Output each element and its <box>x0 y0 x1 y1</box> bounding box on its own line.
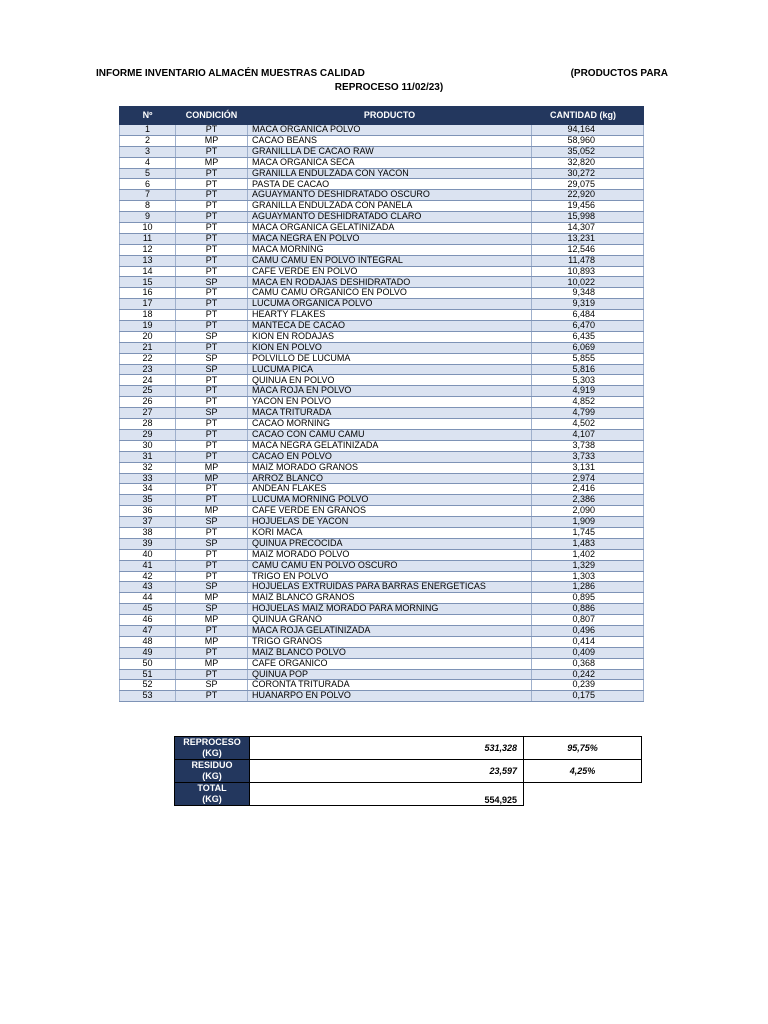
col-header-product: PRODUCTO <box>248 107 532 125</box>
row-condition: MP <box>176 473 248 484</box>
table-row <box>120 310 644 321</box>
table-row <box>120 658 644 669</box>
row-quantity: 3,131 <box>532 462 644 473</box>
table-row <box>120 331 644 342</box>
row-condition: PT <box>176 571 248 582</box>
table-row <box>120 560 644 571</box>
row-product: HUANARPO EN POLVO <box>248 691 532 702</box>
row-condition: MP <box>176 658 248 669</box>
row-number: 9 <box>120 212 176 223</box>
row-quantity: 0,175 <box>532 691 644 702</box>
row-quantity: 2,974 <box>532 473 644 484</box>
summary-row-residuo <box>175 760 642 783</box>
row-quantity: 12,546 <box>532 244 644 255</box>
table-row <box>120 375 644 386</box>
row-condition: PT <box>176 168 248 179</box>
summary-label-total-1: TOTAL <box>197 783 227 793</box>
row-condition: PT <box>176 190 248 201</box>
row-product: ANDEAN FLAKES <box>248 484 532 495</box>
table-row <box>120 462 644 473</box>
row-product: PASTA DE CACAO <box>248 179 532 190</box>
row-condition: PT <box>176 549 248 560</box>
table-row <box>120 397 644 408</box>
row-quantity: 1,745 <box>532 527 644 538</box>
row-product: QUINUA POP <box>248 669 532 680</box>
summary-label-residuo-2: (KG) <box>202 771 222 781</box>
row-quantity: 9,319 <box>532 299 644 310</box>
row-quantity: 22,920 <box>532 190 644 201</box>
row-number: 53 <box>120 691 176 702</box>
row-quantity: 1,329 <box>532 560 644 571</box>
row-quantity: 6,470 <box>532 321 644 332</box>
report-title <box>96 68 668 79</box>
row-product: LUCUMA ORGANICA POLVO <box>248 299 532 310</box>
row-product: MACA EN RODAJAS DESHIDRATADO <box>248 277 532 288</box>
row-number: 33 <box>120 473 176 484</box>
row-product: YACON EN POLVO <box>248 397 532 408</box>
row-number: 27 <box>120 408 176 419</box>
row-condition: PT <box>176 527 248 538</box>
row-condition: PT <box>176 310 248 321</box>
row-condition: SP <box>176 582 248 593</box>
row-number: 48 <box>120 636 176 647</box>
table-row <box>120 288 644 299</box>
row-number: 30 <box>120 440 176 451</box>
col-header-condition: CONDICIÓN <box>176 107 248 125</box>
row-number: 15 <box>120 277 176 288</box>
summary-value-residuo: 23,597 <box>250 760 524 783</box>
row-condition: PT <box>176 299 248 310</box>
row-number: 17 <box>120 299 176 310</box>
table-row <box>120 321 644 332</box>
row-quantity: 1,909 <box>532 517 644 528</box>
row-condition: PT <box>176 212 248 223</box>
row-condition: MP <box>176 636 248 647</box>
row-quantity: 13,231 <box>532 233 644 244</box>
row-condition: SP <box>176 680 248 691</box>
row-product: HOJUELAS DE YACON <box>248 517 532 528</box>
row-product: KION EN POLVO <box>248 342 532 353</box>
table-row <box>120 364 644 375</box>
row-condition: SP <box>176 353 248 364</box>
row-product: CAMU CAMU EN POLVO OSCURO <box>248 560 532 571</box>
table-row <box>120 615 644 626</box>
row-quantity: 2,386 <box>532 495 644 506</box>
table-row <box>120 299 644 310</box>
row-product: CAFE ORGANICO <box>248 658 532 669</box>
row-number: 21 <box>120 342 176 353</box>
row-product: CAFÉ VERDE EN POLVO <box>248 266 532 277</box>
row-condition: PT <box>176 321 248 332</box>
summary-label-total-2: (KG) <box>202 794 222 804</box>
row-condition: PT <box>176 495 248 506</box>
row-quantity: 29,075 <box>532 179 644 190</box>
row-number: 2 <box>120 135 176 146</box>
row-product: MAIZ MORADO GRANOS <box>248 462 532 473</box>
row-quantity: 11,478 <box>532 255 644 266</box>
row-condition: SP <box>176 331 248 342</box>
row-quantity: 0,886 <box>532 604 644 615</box>
row-quantity: 32,820 <box>532 157 644 168</box>
row-product: CAMU CAMU ORGANICO EN POLVO <box>248 288 532 299</box>
table-row <box>120 135 644 146</box>
row-number: 28 <box>120 419 176 430</box>
row-number: 25 <box>120 386 176 397</box>
table-row <box>120 582 644 593</box>
table-row <box>120 201 644 212</box>
table-row <box>120 408 644 419</box>
row-quantity: 5,816 <box>532 364 644 375</box>
row-product: MACA TRITURADA <box>248 408 532 419</box>
row-quantity: 0,368 <box>532 658 644 669</box>
inventory-table-body <box>120 125 644 702</box>
row-condition: MP <box>176 593 248 604</box>
row-condition: MP <box>176 135 248 146</box>
row-condition: PT <box>176 146 248 157</box>
row-quantity: 5,855 <box>532 353 644 364</box>
table-row <box>120 571 644 582</box>
table-row <box>120 419 644 430</box>
row-number: 23 <box>120 364 176 375</box>
row-quantity: 0,414 <box>532 636 644 647</box>
row-product: MACA NEGRA GELATINIZADA <box>248 440 532 451</box>
row-quantity: 19,456 <box>532 201 644 212</box>
table-row <box>120 549 644 560</box>
table-row <box>120 179 644 190</box>
row-condition: SP <box>176 277 248 288</box>
table-row <box>120 266 644 277</box>
row-number: 50 <box>120 658 176 669</box>
table-row <box>120 168 644 179</box>
summary-label-total <box>175 783 250 806</box>
row-condition: MP <box>176 157 248 168</box>
summary-empty-cell <box>524 783 642 806</box>
row-quantity: 6,484 <box>532 310 644 321</box>
table-row <box>120 386 644 397</box>
row-number: 52 <box>120 680 176 691</box>
table-row <box>120 146 644 157</box>
table-row <box>120 223 644 234</box>
report-title-right: (PRODUCTOS PARA <box>570 68 668 79</box>
row-number: 47 <box>120 625 176 636</box>
row-product: MACA ORGANICA POLVO <box>248 125 532 136</box>
row-number: 36 <box>120 506 176 517</box>
row-condition: PT <box>176 440 248 451</box>
row-condition: MP <box>176 506 248 517</box>
row-product: CORONTA TRITURADA <box>248 680 532 691</box>
row-condition: SP <box>176 517 248 528</box>
row-product: AGUAYMANTO DESHIDRATADO CLARO <box>248 212 532 223</box>
row-quantity: 4,502 <box>532 419 644 430</box>
row-product: TRIGO EN POLVO <box>248 571 532 582</box>
table-row <box>120 604 644 615</box>
table-row <box>120 625 644 636</box>
row-quantity: 10,022 <box>532 277 644 288</box>
summary-row-reproceso <box>175 737 642 760</box>
row-quantity: 1,483 <box>532 538 644 549</box>
row-product: GRANILLA ENDULZADA CON YACON <box>248 168 532 179</box>
row-product: MACA MORNING <box>248 244 532 255</box>
row-product: CACAO BEANS <box>248 135 532 146</box>
row-product: GRANILLA ENDULZADA CON PANELA <box>248 201 532 212</box>
row-product: CACAO MORNING <box>248 419 532 430</box>
row-number: 41 <box>120 560 176 571</box>
table-row <box>120 680 644 691</box>
row-number: 7 <box>120 190 176 201</box>
table-row <box>120 484 644 495</box>
table-row <box>120 342 644 353</box>
summary-label-reproceso-1: REPROCESO <box>183 737 241 747</box>
row-condition: MP <box>176 615 248 626</box>
table-row <box>120 473 644 484</box>
row-number: 40 <box>120 549 176 560</box>
row-product: KORI MACA <box>248 527 532 538</box>
row-product: HOJUELAS EXTRUIDAS PARA BARRAS ENERGETICAS <box>248 582 532 593</box>
row-number: 34 <box>120 484 176 495</box>
table-row <box>120 255 644 266</box>
row-number: 51 <box>120 669 176 680</box>
row-condition: PT <box>176 125 248 136</box>
row-number: 37 <box>120 517 176 528</box>
row-quantity: 3,733 <box>532 451 644 462</box>
table-row <box>120 212 644 223</box>
summary-row-total <box>175 783 642 806</box>
row-condition: PT <box>176 179 248 190</box>
col-header-number: Nº <box>120 107 176 125</box>
table-row <box>120 233 644 244</box>
summary-label-reproceso-2: (KG) <box>202 748 222 758</box>
row-number: 26 <box>120 397 176 408</box>
col-header-quantity: CANTIDAD (kg) <box>532 107 644 125</box>
row-product: ARROZ BLANCO <box>248 473 532 484</box>
table-row <box>120 647 644 658</box>
row-product: MACA ROJA EN POLVO <box>248 386 532 397</box>
row-product: LUCUMA PICA <box>248 364 532 375</box>
summary-label-residuo-1: RESIDUO <box>191 760 233 770</box>
summary-percent-residuo: 4,25% <box>524 760 642 783</box>
row-condition: PT <box>176 223 248 234</box>
table-row <box>120 451 644 462</box>
table-row <box>120 691 644 702</box>
row-condition: MP <box>176 462 248 473</box>
row-number: 16 <box>120 288 176 299</box>
row-quantity: 0,807 <box>532 615 644 626</box>
row-quantity: 9,348 <box>532 288 644 299</box>
table-row <box>120 495 644 506</box>
row-number: 13 <box>120 255 176 266</box>
row-quantity: 1,303 <box>532 571 644 582</box>
row-product: AGUAYMANTO DESHIDRATADO OSCURO <box>248 190 532 201</box>
row-product: GRANILLLA DE CACAO RAW <box>248 146 532 157</box>
table-row <box>120 157 644 168</box>
row-number: 20 <box>120 331 176 342</box>
row-number: 44 <box>120 593 176 604</box>
row-product: QUINUA EN POLVO <box>248 375 532 386</box>
row-quantity: 1,402 <box>532 549 644 560</box>
row-product: MACA ORGANICA SECA <box>248 157 532 168</box>
row-quantity: 0,242 <box>532 669 644 680</box>
row-condition: PT <box>176 560 248 571</box>
row-quantity: 2,416 <box>532 484 644 495</box>
row-quantity: 5,303 <box>532 375 644 386</box>
row-product: MANTECA DE CACAO <box>248 321 532 332</box>
row-number: 29 <box>120 429 176 440</box>
row-product: QUINUA GRANO <box>248 615 532 626</box>
row-condition: PT <box>176 342 248 353</box>
report-title-line2: REPROCESO 11/02/23) <box>334 82 444 93</box>
row-quantity: 4,107 <box>532 429 644 440</box>
row-product: MAIZ BLANCO GRANOS <box>248 593 532 604</box>
row-number: 8 <box>120 201 176 212</box>
row-number: 6 <box>120 179 176 190</box>
row-product: POLVILLO DE LUCUMA <box>248 353 532 364</box>
summary-label-reproceso <box>175 737 250 760</box>
row-number: 22 <box>120 353 176 364</box>
row-condition: SP <box>176 604 248 615</box>
row-condition: SP <box>176 538 248 549</box>
row-number: 46 <box>120 615 176 626</box>
row-quantity: 0,496 <box>532 625 644 636</box>
table-row <box>120 244 644 255</box>
row-condition: PT <box>176 288 248 299</box>
summary-table <box>174 736 642 806</box>
row-number: 12 <box>120 244 176 255</box>
row-condition: SP <box>176 364 248 375</box>
row-product: CACAO EN POLVO <box>248 451 532 462</box>
table-row <box>120 527 644 538</box>
table-row <box>120 125 644 136</box>
summary-value-reproceso: 531,328 <box>250 737 524 760</box>
table-row <box>120 440 644 451</box>
row-number: 43 <box>120 582 176 593</box>
row-number: 31 <box>120 451 176 462</box>
row-condition: PT <box>176 484 248 495</box>
row-quantity: 4,799 <box>532 408 644 419</box>
report-title-left: INFORME INVENTARIO ALMACÉN MUESTRAS CALIDAD <box>96 68 365 79</box>
row-number: 42 <box>120 571 176 582</box>
row-product: MACA NEGRA EN POLVO <box>248 233 532 244</box>
row-quantity: 10,893 <box>532 266 644 277</box>
row-quantity: 0,239 <box>532 680 644 691</box>
table-row <box>120 429 644 440</box>
summary-value-total: 554,925 <box>250 783 524 806</box>
row-quantity: 30,272 <box>532 168 644 179</box>
row-product: MAIZ MORADO POLVO <box>248 549 532 560</box>
row-condition: PT <box>176 669 248 680</box>
table-row <box>120 506 644 517</box>
row-product: MACA ROJA GELATINIZADA <box>248 625 532 636</box>
row-number: 1 <box>120 125 176 136</box>
table-row <box>120 636 644 647</box>
row-quantity: 35,052 <box>532 146 644 157</box>
row-product: CACAO CON CAMU CAMU <box>248 429 532 440</box>
row-number: 14 <box>120 266 176 277</box>
inventory-table <box>119 106 644 702</box>
row-condition: PT <box>176 386 248 397</box>
row-number: 11 <box>120 233 176 244</box>
row-number: 49 <box>120 647 176 658</box>
row-product: LUCUMA MORNING POLVO <box>248 495 532 506</box>
row-product: CAFE VERDE EN GRANOS <box>248 506 532 517</box>
row-quantity: 2,090 <box>532 506 644 517</box>
row-quantity: 3,738 <box>532 440 644 451</box>
row-quantity: 4,852 <box>532 397 644 408</box>
row-condition: PT <box>176 451 248 462</box>
row-condition: PT <box>176 625 248 636</box>
row-number: 4 <box>120 157 176 168</box>
table-row <box>120 190 644 201</box>
table-row <box>120 517 644 528</box>
row-number: 45 <box>120 604 176 615</box>
table-row <box>120 669 644 680</box>
row-condition: PT <box>176 233 248 244</box>
row-condition: PT <box>176 244 248 255</box>
row-product: HEARTY FLAKES <box>248 310 532 321</box>
table-row <box>120 353 644 364</box>
row-product: MACA ORGÁNICA GELATINIZADA <box>248 223 532 234</box>
row-quantity: 4,919 <box>532 386 644 397</box>
row-condition: PT <box>176 266 248 277</box>
row-condition: PT <box>176 419 248 430</box>
table-header-row <box>120 107 644 125</box>
row-quantity: 58,960 <box>532 135 644 146</box>
row-number: 39 <box>120 538 176 549</box>
row-condition: PT <box>176 691 248 702</box>
row-number: 38 <box>120 527 176 538</box>
row-condition: PT <box>176 375 248 386</box>
row-quantity: 6,435 <box>532 331 644 342</box>
row-quantity: 14,307 <box>532 223 644 234</box>
row-number: 24 <box>120 375 176 386</box>
row-quantity: 1,286 <box>532 582 644 593</box>
row-condition: SP <box>176 408 248 419</box>
row-number: 18 <box>120 310 176 321</box>
row-product: TRIGO GRANOS <box>248 636 532 647</box>
summary-percent-reproceso: 95,75% <box>524 737 642 760</box>
row-product: CAMU CAMU EN POLVO INTEGRAL <box>248 255 532 266</box>
row-number: 19 <box>120 321 176 332</box>
row-product: QUINUA PRECOCIDA <box>248 538 532 549</box>
row-condition: PT <box>176 201 248 212</box>
row-number: 5 <box>120 168 176 179</box>
row-number: 35 <box>120 495 176 506</box>
row-quantity: 6,069 <box>532 342 644 353</box>
row-product: HOJUELAS MAIZ MORADO PARA MORNING <box>248 604 532 615</box>
summary-label-residuo <box>175 760 250 783</box>
row-quantity: 0,895 <box>532 593 644 604</box>
row-condition: PT <box>176 397 248 408</box>
row-number: 32 <box>120 462 176 473</box>
row-quantity: 0,409 <box>532 647 644 658</box>
row-quantity: 15,998 <box>532 212 644 223</box>
row-number: 3 <box>120 146 176 157</box>
table-row <box>120 538 644 549</box>
table-row <box>120 593 644 604</box>
row-product: MAIZ BLANCO POLVO <box>248 647 532 658</box>
row-condition: PT <box>176 429 248 440</box>
row-quantity: 94,164 <box>532 125 644 136</box>
row-condition: PT <box>176 255 248 266</box>
row-product: KION EN RODAJAS <box>248 331 532 342</box>
row-number: 10 <box>120 223 176 234</box>
table-row <box>120 277 644 288</box>
row-condition: PT <box>176 647 248 658</box>
